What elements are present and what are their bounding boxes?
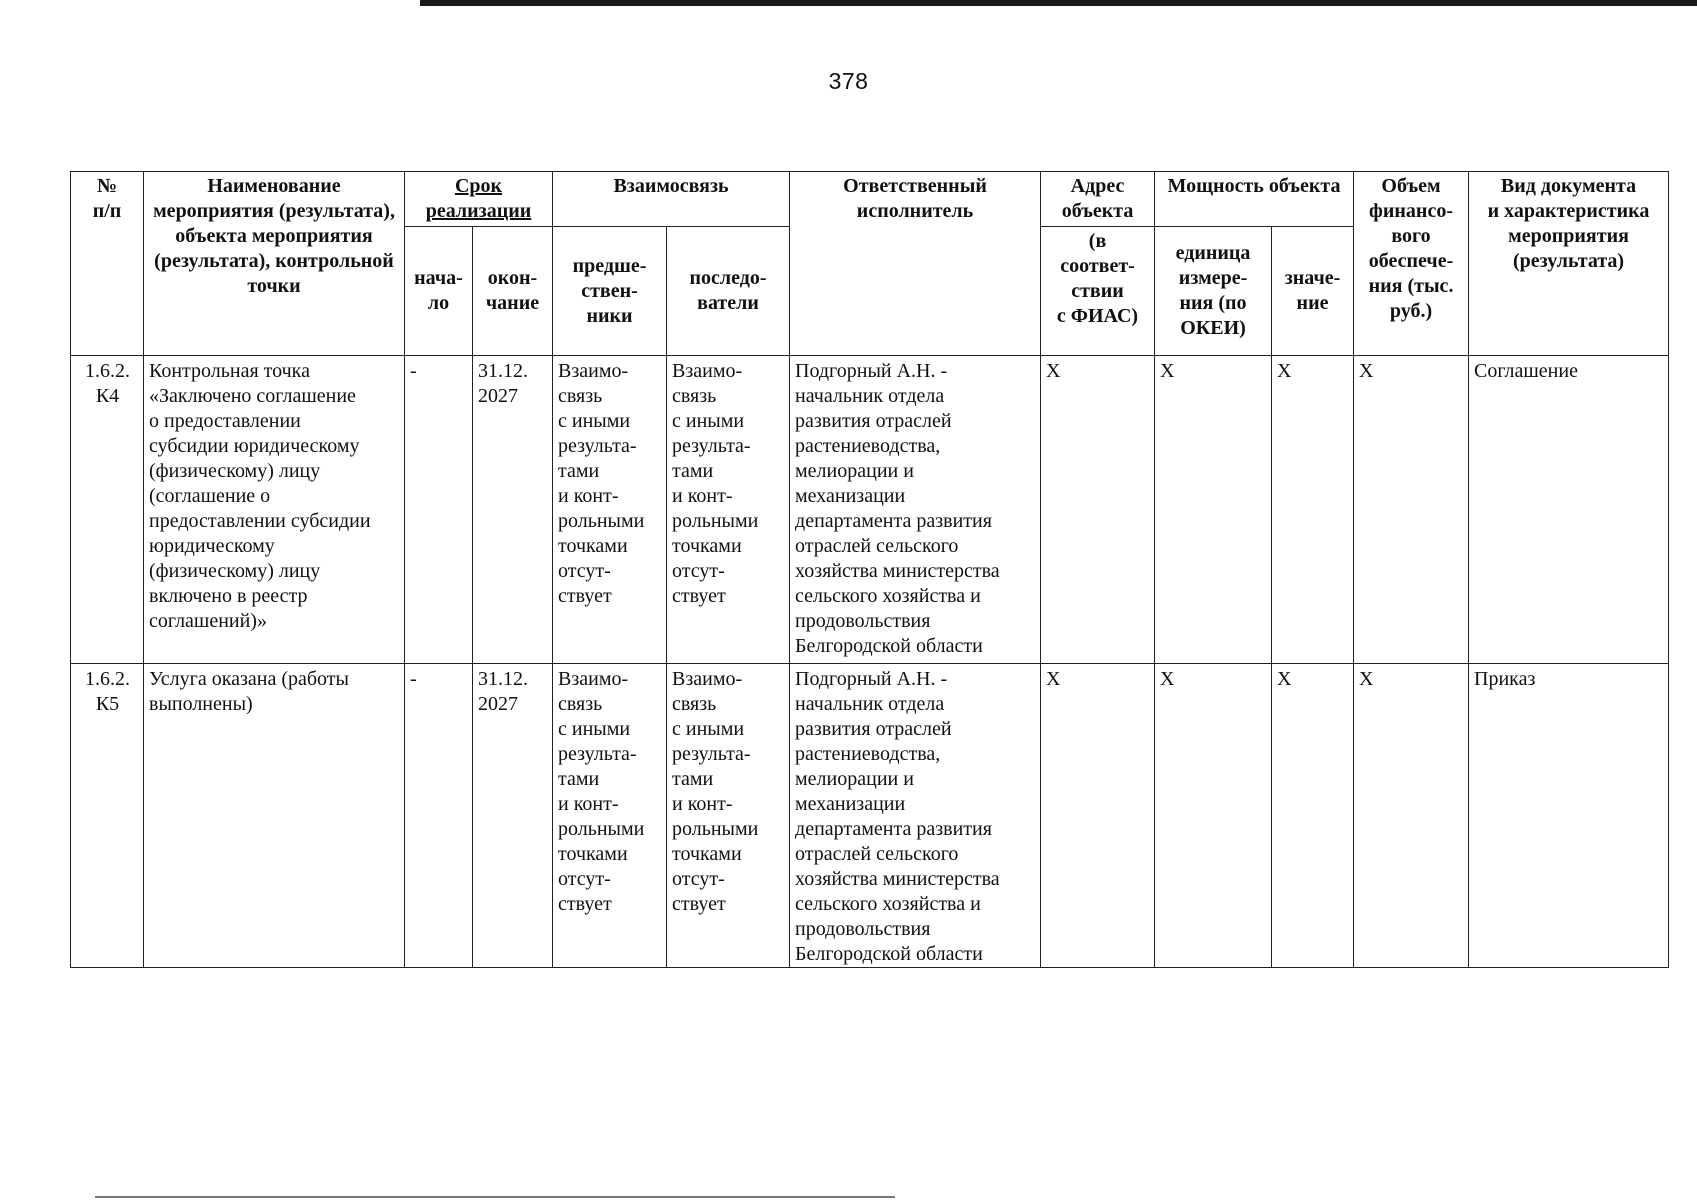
header-address: Адрес объекта (1041, 172, 1155, 227)
row-prev: Взаимо- связь с иными результа- тами и конт- рольными точками отсут- ствует (553, 356, 667, 664)
row-address: Х (1041, 356, 1155, 664)
row-next: Взаимо- связь с иными результа- тами и конт- рольными точками отсут- ствует (667, 356, 790, 664)
row-end: 31.12. 2027 (473, 356, 553, 664)
header-term-start: нача- ло (405, 227, 473, 356)
row-address: Х (1041, 664, 1155, 968)
header-link: Взаимосвязь (553, 172, 790, 227)
row-value: Х (1272, 356, 1354, 664)
header-term-label: Срок реализации (425, 175, 532, 222)
header-address-note: (в соответ- ствии с ФИАС) (1041, 227, 1155, 356)
row-name: Контрольная точка «Заключено соглашение о предоставлении субсидии юридическому (физическому) лицу (соглашение о предоставлении субсидии юридическому (физическому) лицу включено в реестр соглашений)» (144, 356, 405, 664)
row-start: - (405, 664, 473, 968)
row-unit: Х (1155, 664, 1272, 968)
header-term (405, 172, 553, 227)
table-body (71, 356, 1669, 968)
header-link-prev: предше- ствен- ники (553, 227, 667, 356)
header-capacity-value: значе- ние (1272, 227, 1354, 356)
row-name: Услуга оказана (работы выполнены) (144, 664, 405, 968)
row-value: Х (1272, 664, 1354, 968)
row-num: 1.6.2. К4 (71, 356, 144, 664)
row-end: 31.12. 2027 (473, 664, 553, 968)
top-scan-rule (420, 0, 1697, 6)
row-executor: Подгорный А.Н. - начальник отдела развития отраслей растениеводства, мелиорации и механизации департамента развития отраслей сельского хозяйства министерства сельского хозяйства и продовольствия Белгородской области (790, 356, 1041, 664)
plan-table (70, 171, 1669, 968)
row-next: Взаимо- связь с иными результа- тами и конт- рольными точками отсут- ствует (667, 664, 790, 968)
table-row (71, 664, 1669, 968)
row-executor: Подгорный А.Н. - начальник отдела развития отраслей растениеводства, мелиорации и механизации департамента развития отраслей сельского хозяйства министерства сельского хозяйства и продовольствия Белгородской области (790, 664, 1041, 968)
row-start: - (405, 356, 473, 664)
row-finance: Х (1354, 356, 1469, 664)
row-num: 1.6.2. К5 (71, 664, 144, 968)
header-finance: Объем финансо- вого обеспече- ния (тыс. руб.) (1354, 172, 1469, 356)
page-number: 378 (828, 68, 869, 94)
header-term-end: окон- чание (473, 227, 553, 356)
table-row (71, 356, 1669, 664)
table-header (71, 172, 1669, 356)
header-executor: Ответственный исполнитель (790, 172, 1041, 356)
header-name: Наименование мероприятия (результата), объекта мероприятия (результата), контрольной точки (144, 172, 405, 356)
row-doc: Соглашение (1469, 356, 1669, 664)
row-unit: Х (1155, 356, 1272, 664)
row-doc: Приказ (1469, 664, 1669, 968)
header-capacity-unit: единица измере- ния (по ОКЕИ) (1155, 227, 1272, 356)
row-finance: Х (1354, 664, 1469, 968)
header-doc: Вид документа и характеристика мероприятия (результата) (1469, 172, 1669, 356)
row-prev: Взаимо- связь с иными результа- тами и конт- рольными точками отсут- ствует (553, 664, 667, 968)
header-link-next: последо- ватели (667, 227, 790, 356)
header-capacity: Мощность объекта (1155, 172, 1354, 227)
bottom-scan-rule (95, 1196, 895, 1198)
header-num: № п/п (71, 172, 144, 356)
